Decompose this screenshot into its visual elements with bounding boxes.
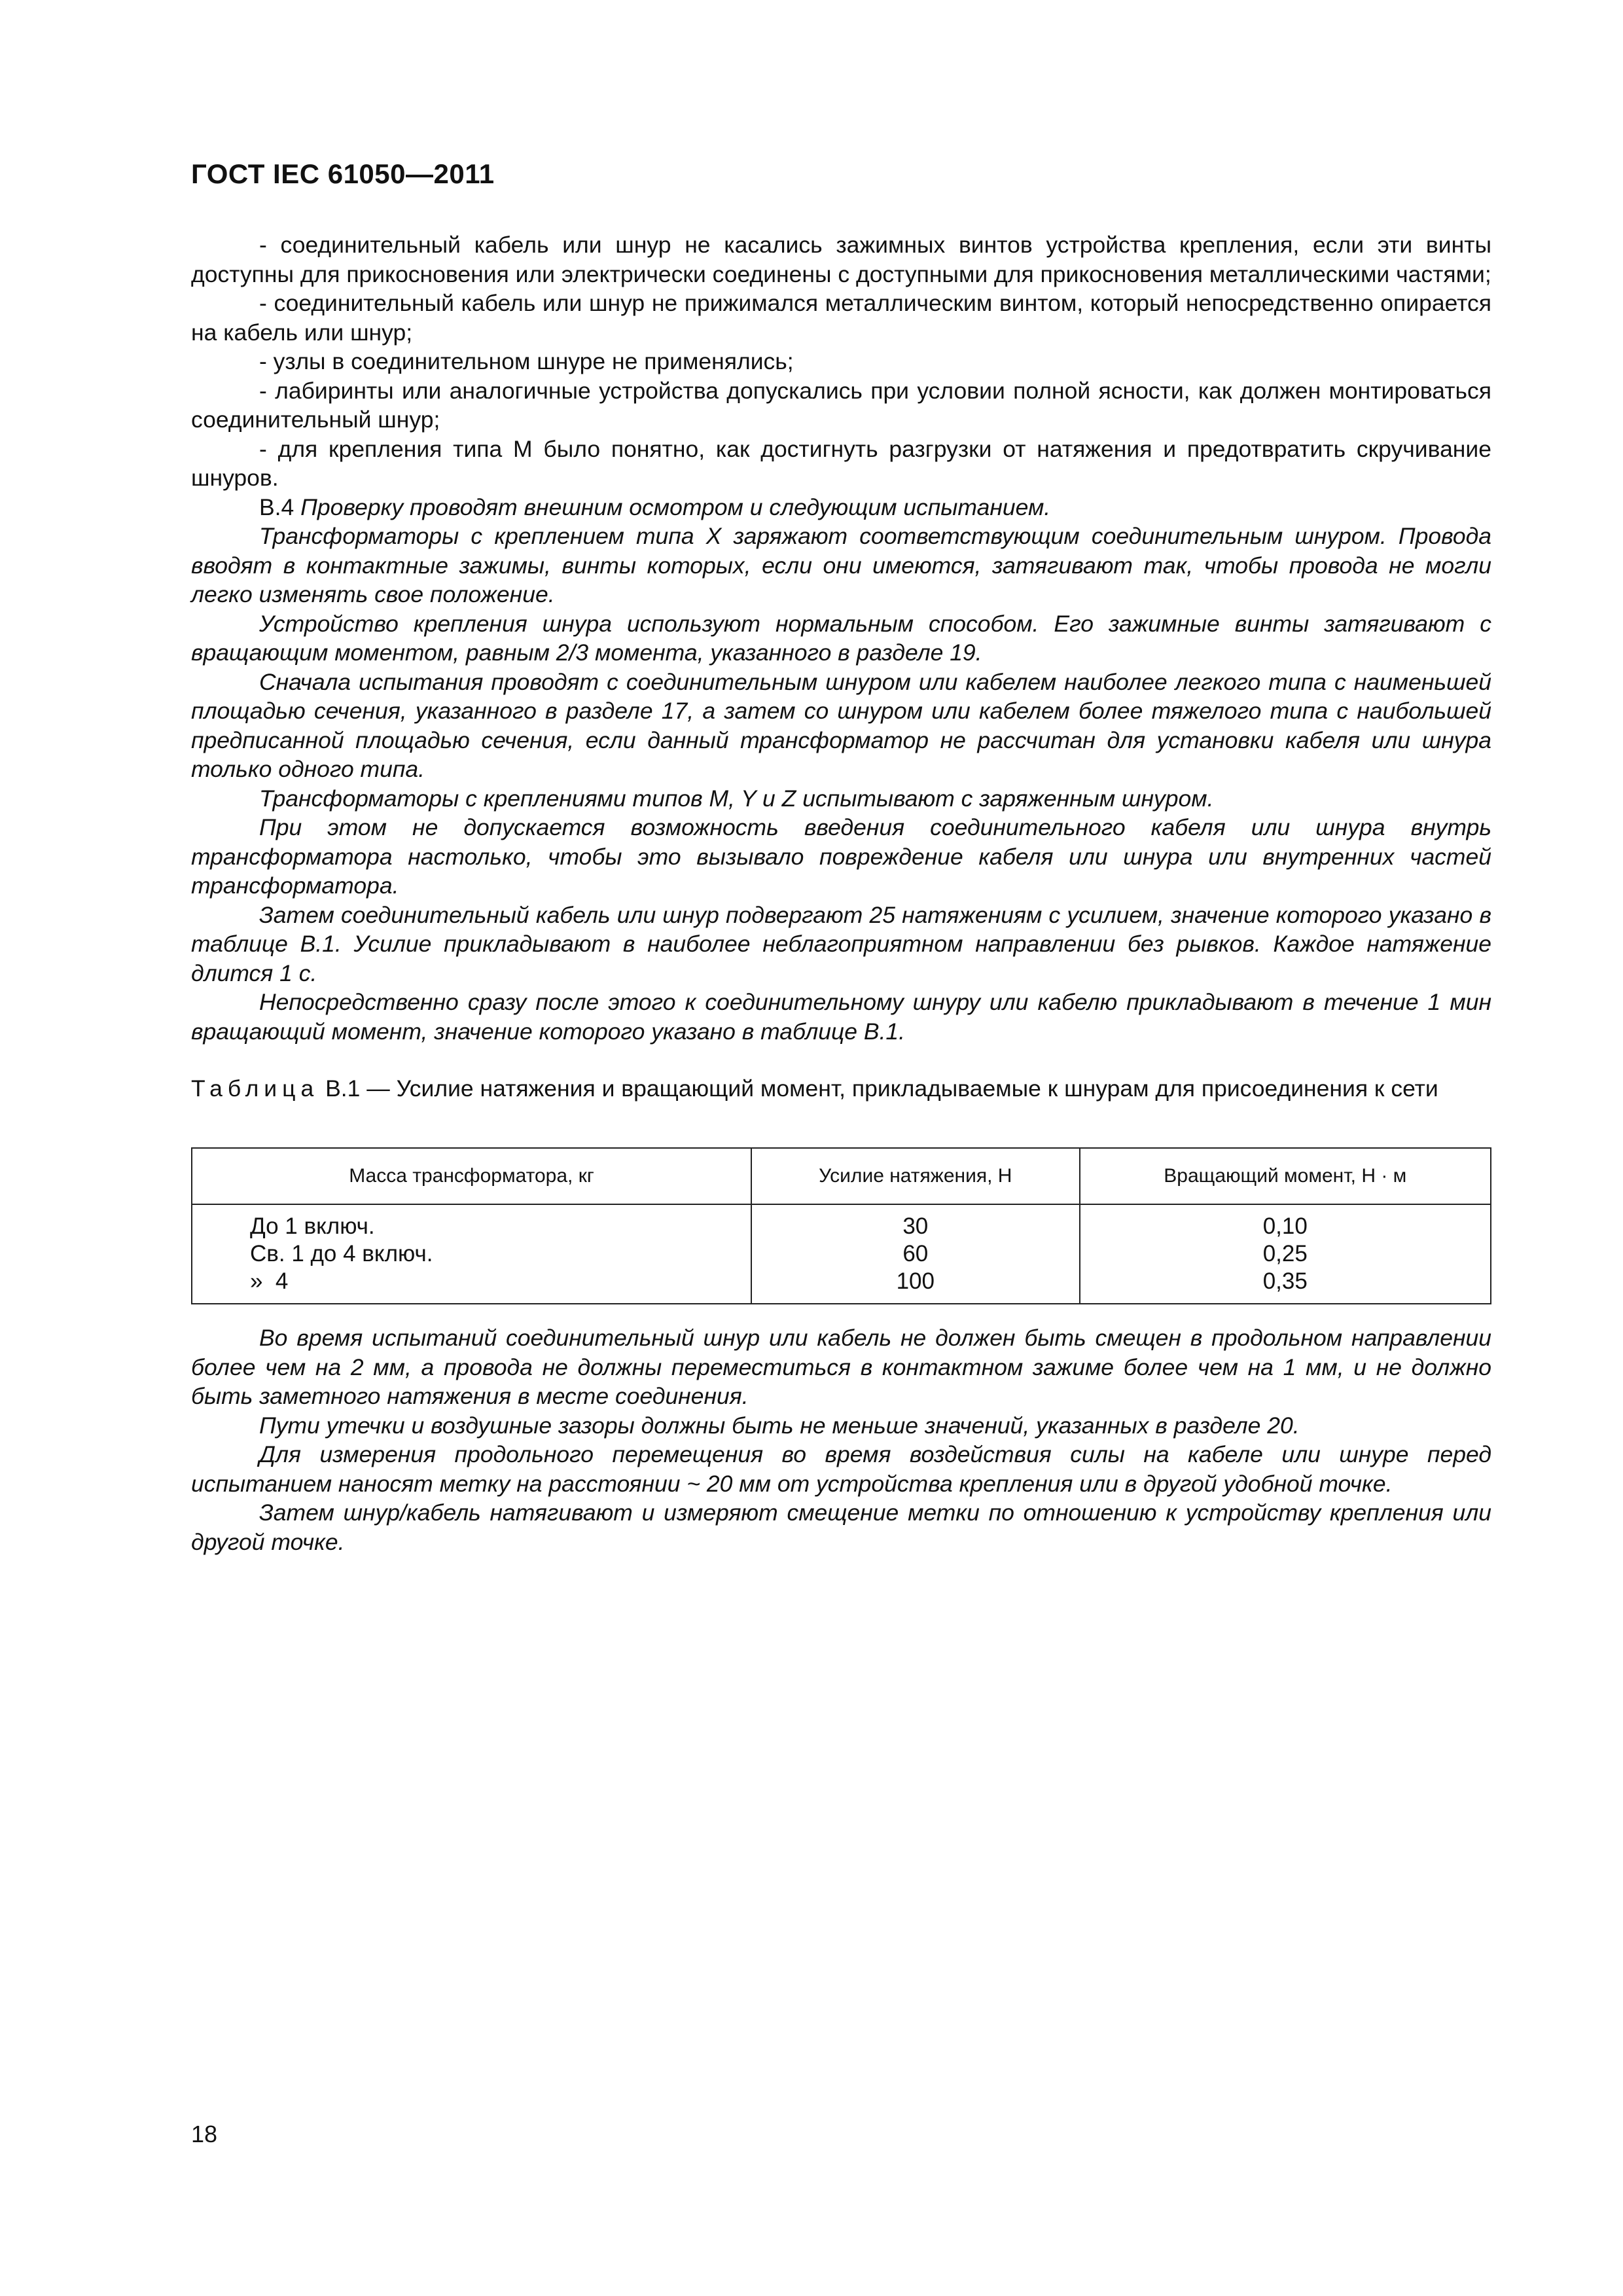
table-cell	[1080, 1268, 1491, 1304]
clause-paragraph	[191, 493, 1491, 522]
table-row	[192, 1240, 1491, 1268]
table-header-cell: Усилие натяжения, Н	[751, 1148, 1080, 1204]
list-item: - соединительный кабель или шнур не прижимался металлическим винтом, который непосредственно опирается на кабель или шнур;	[191, 290, 1491, 346]
page-number: 18	[191, 2121, 218, 2147]
list-item: - для крепления типа М было понятно, как достигнуть разгрузки от натяжения и предотвратить скручивание шнуров.	[191, 435, 1491, 491]
paragraph: Для измерения продольного перемещения во время воздействия силы на кабеле или шнуре перед испытанием наносят метку на расстоянии ~ 20 мм от устройства крепления или в другой удобной точке.	[191, 1441, 1491, 1497]
table-header-cell: Масса трансформатора, кг	[192, 1148, 751, 1204]
paragraph: Устройство крепления шнура используют нормальным способом. Его зажимные винты затягивают с вращающим моментом, равным 2/3 момента, указанного в разделе 19.	[191, 610, 1491, 666]
table-cell	[1080, 1204, 1491, 1240]
table-caption-label: Таблица	[191, 1075, 319, 1102]
paragraph: Непосредственно сразу после этого к соединительному шнуру или кабелю прикладывают в течение 1 мин вращающий момент, значение которого указано в таблице В.1.	[191, 989, 1491, 1045]
table-cell	[192, 1204, 751, 1240]
force-value: 30	[902, 1213, 929, 1239]
clause-text: Проверку проводят внешним осмотром и следующим испытанием.	[300, 493, 1051, 520]
force-value: 60	[902, 1241, 929, 1266]
list-item: - соединительный кабель или шнур не касались зажимных винтов устройства крепления, если эти винты доступны для прикосновения или электрически соединены с доступными для прикосновения металлическими частями;	[191, 232, 1491, 287]
table-cell	[751, 1204, 1080, 1240]
table-caption-text: — Усилие натяжения и вращающий момент, прикладываемые к шнурам для присоединения к сети	[360, 1075, 1438, 1102]
table-cell	[1080, 1240, 1491, 1268]
list-item: - лабиринты или аналогичные устройства допускались при условии полной ясности, как должен монтироваться соединительный шнур;	[191, 377, 1491, 433]
mass-value: До 1 включ.	[250, 1213, 375, 1239]
table-row	[192, 1204, 1491, 1240]
paragraph: Затем шнур/кабель натягивают и измеряют смещение метки по отношению к устройству крепления или другой точке.	[191, 1499, 1491, 1555]
force-value: 100	[896, 1268, 935, 1294]
table-caption	[191, 1074, 1491, 1103]
list-item: - узлы в соединительном шнуре не применялись;	[259, 348, 794, 374]
force-torque-table	[191, 1147, 1491, 1304]
mass-value: Св. 1 до 4 включ.	[250, 1241, 433, 1266]
table-cell	[192, 1268, 751, 1304]
clause-number: B.4	[259, 493, 294, 520]
torque-value: 0,35	[1262, 1268, 1308, 1294]
paragraph: При этом не допускается возможность введения соединительного кабеля или шнура внутрь трансформатора настолько, чтобы это вызывало повреждение кабеля или шнура или внутренних частей трансформатора.	[191, 814, 1491, 899]
main-text	[191, 230, 1491, 1046]
table-header-row	[192, 1148, 1491, 1204]
table-caption-number: B.1	[325, 1075, 361, 1102]
paragraph: Сначала испытания проводят с соединительным шнуром или кабелем наиболее легкого типа с наименьшей площадью сечения, указанного в разделе 17, а затем со шнуром или кабелем более тяжелого типа с наибольшей предписанной площадью сечения, если данный трансформатор не рассчитан для установки кабеля или шнура только одного типа.	[191, 668, 1491, 782]
page-header-title: ГОСТ IEC 61050—2011	[191, 158, 495, 189]
table-cell	[751, 1268, 1080, 1304]
paragraph: Трансформаторы с креплениями типов M, Y и Z испытывают с заряженным шнуром.	[259, 785, 1214, 812]
table-header-cell: Вращающий момент, Н · м	[1080, 1148, 1491, 1204]
paragraph: Затем соединительный кабель или шнур подвергают 25 натяжениям с усилием, значение которого указано в таблице В.1. Усилие прикладывают в наиболее неблагоприятном направлении без рывков. Каждое натяжение длится 1 с.	[191, 901, 1491, 986]
post-table-text	[191, 1323, 1491, 1556]
table-cell	[192, 1240, 751, 1268]
torque-value: 0,25	[1262, 1241, 1308, 1266]
table-row	[192, 1268, 1491, 1304]
paragraph: Во время испытаний соединительный шнур или кабель не должен быть смещен в продольном направлении более чем на 2 мм, а провода не должны переместиться в контактном зажиме более чем на 1 мм, и не должно быть заметного натяжения в месте соединения.	[191, 1325, 1491, 1409]
paragraph: Пути утечки и воздушные зазоры должны быть не меньше значений, указанных в разделе 20.	[259, 1412, 1300, 1439]
torque-value: 0,10	[1262, 1213, 1308, 1239]
mass-value: » 4	[250, 1268, 289, 1294]
paragraph: Трансформаторы с креплением типа X заряжают соответствующим соединительным шнуром. Провода вводят в контактные зажимы, винты которых, если они имеются, затягивают так, чтобы провода не могли легко изменять свое положение.	[191, 523, 1491, 607]
table-cell	[751, 1240, 1080, 1268]
